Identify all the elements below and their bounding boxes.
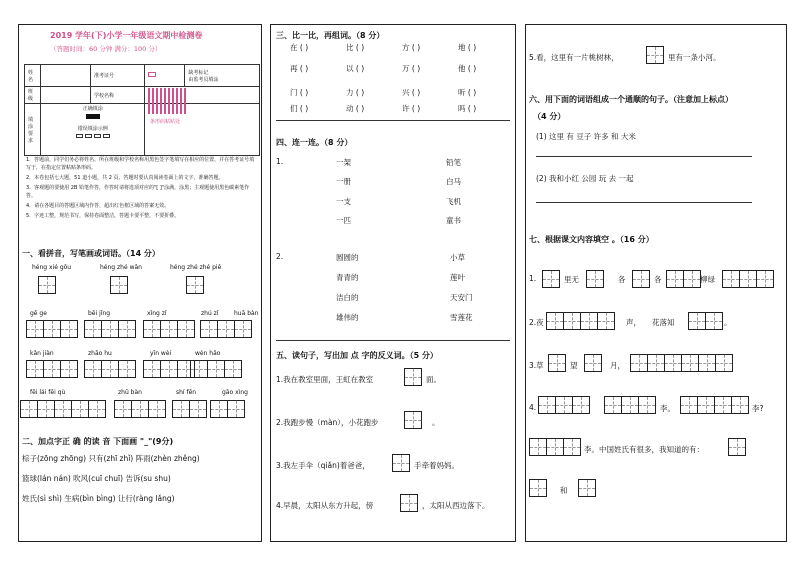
q7-text: 李。 bbox=[660, 404, 675, 413]
answer-box[interactable] bbox=[578, 479, 596, 497]
absent-tag-label: 缺考标记 bbox=[188, 69, 209, 76]
pinyin: fēi lái fēi qù bbox=[30, 389, 66, 396]
divider bbox=[276, 120, 510, 121]
match-left[interactable]: 青青的 bbox=[336, 273, 359, 282]
q7-text: 和 bbox=[560, 486, 568, 495]
correct-fill-sample bbox=[86, 114, 100, 119]
q4-part-no: 2. bbox=[276, 252, 284, 261]
compare-item: 以 ( ) bbox=[346, 64, 365, 73]
q5-sentence: 4.早晨，太阳从东方升起，傍 bbox=[276, 501, 374, 510]
q7-text: 望 bbox=[570, 361, 578, 370]
answer-box[interactable] bbox=[529, 438, 547, 456]
answer-box[interactable] bbox=[697, 396, 715, 414]
writing-box[interactable] bbox=[38, 276, 56, 294]
q7-text: 声， bbox=[626, 318, 641, 327]
answer-box[interactable] bbox=[698, 354, 716, 372]
correct-fill-label: 正确填涂 bbox=[82, 106, 103, 112]
writing-box[interactable] bbox=[224, 360, 242, 378]
answer-box[interactable] bbox=[630, 354, 648, 372]
answer-box[interactable] bbox=[621, 396, 639, 414]
compare-item: 比 ( ) bbox=[346, 43, 365, 52]
match-left[interactable]: 一匹 bbox=[336, 216, 351, 225]
compare-item: 许 ( ) bbox=[402, 104, 421, 113]
pinyin: héng xié gōu bbox=[32, 264, 72, 271]
q1-heading: 一、看拼音，写笔画或词语。（14 分） bbox=[22, 249, 160, 258]
writing-box[interactable] bbox=[177, 320, 195, 338]
q5-sentence: ，太阳从西边落下。 bbox=[422, 501, 490, 510]
writing-box[interactable] bbox=[217, 320, 235, 338]
notes-list bbox=[26, 156, 258, 220]
q7-text: 各 bbox=[618, 275, 626, 284]
writing-box[interactable] bbox=[189, 400, 207, 418]
pinyin: bēi jǐng bbox=[88, 310, 111, 317]
answer-box[interactable] bbox=[404, 411, 422, 429]
q2-heading: 二、加点字正 确 的读 音 下面画 "_"(9分) bbox=[22, 437, 174, 446]
writing-box[interactable] bbox=[37, 400, 55, 418]
answer-box[interactable] bbox=[542, 270, 560, 288]
answer-line[interactable] bbox=[536, 156, 752, 157]
writing-box[interactable] bbox=[26, 360, 44, 378]
writing-box[interactable] bbox=[118, 360, 136, 378]
pinyin: héng zhé wān bbox=[100, 264, 142, 271]
pinyin: shí fēn bbox=[176, 389, 197, 396]
q5-sentence: 5.看，这里有一片桃树林， bbox=[529, 53, 619, 62]
answer-box[interactable] bbox=[584, 354, 602, 372]
q3-heading: 三、比一比，再组词。（8 分） bbox=[276, 31, 385, 40]
q7-text: 月， bbox=[610, 361, 625, 370]
compare-item: 地 ( ) bbox=[458, 43, 477, 52]
match-left[interactable]: 圆圆的 bbox=[336, 253, 359, 262]
writing-box[interactable] bbox=[118, 320, 136, 338]
q5-sentence: 。 bbox=[432, 418, 440, 427]
answer-box[interactable] bbox=[664, 354, 682, 372]
compare-item: 动 ( ) bbox=[346, 104, 365, 113]
answer-box[interactable] bbox=[680, 396, 698, 414]
answer-box[interactable] bbox=[563, 438, 581, 456]
writing-box[interactable] bbox=[143, 320, 161, 338]
q7-text: 各 bbox=[654, 275, 662, 284]
match-right[interactable]: 天安门 bbox=[450, 293, 473, 302]
compare-item: 听 ( ) bbox=[458, 88, 477, 97]
pinyin: huā bàn bbox=[234, 310, 259, 317]
barcode-area bbox=[148, 88, 192, 114]
answer-box[interactable] bbox=[705, 312, 723, 330]
answer-box[interactable] bbox=[646, 46, 664, 64]
writing-box[interactable] bbox=[101, 360, 119, 378]
q7-text: 花落知 bbox=[652, 318, 675, 327]
compare-item: 力 ( ) bbox=[346, 88, 365, 97]
pinyin: zhāo hu bbox=[88, 350, 112, 357]
writing-box[interactable] bbox=[43, 320, 61, 338]
answer-box[interactable] bbox=[715, 354, 733, 372]
answer-box[interactable] bbox=[688, 312, 706, 330]
pinyin: wèn hǎo bbox=[195, 350, 221, 357]
answer-box[interactable] bbox=[563, 312, 581, 330]
note-item: 4．请在各题目的答题区域内作答，超出红色框区域的答案无效。 bbox=[26, 203, 170, 209]
name-label: 姓名 bbox=[25, 65, 41, 87]
answer-box[interactable] bbox=[548, 354, 566, 372]
match-right[interactable]: 雪莲花 bbox=[450, 313, 473, 322]
answer-box[interactable] bbox=[632, 270, 650, 288]
answer-box[interactable] bbox=[538, 396, 556, 414]
answer-box[interactable] bbox=[722, 270, 740, 288]
q7-text: 柳绿 bbox=[700, 275, 715, 284]
barcode-label: 条形码粘贴处 bbox=[150, 119, 181, 125]
writing-box[interactable] bbox=[186, 276, 204, 294]
exam-title: 2019 学年(下)小学一年级语文期中检测卷 bbox=[50, 31, 203, 40]
writing-box[interactable] bbox=[26, 320, 44, 338]
answer-box[interactable] bbox=[647, 354, 665, 372]
q5-sentence: 手牵着妈妈。 bbox=[414, 461, 459, 470]
compare-item: 们 ( ) bbox=[290, 104, 309, 113]
compare-item: 吗 ( ) bbox=[458, 104, 477, 113]
q5-sentence: 2.我跑步慢（màn），小花跑步 bbox=[276, 418, 379, 427]
answer-box[interactable] bbox=[597, 312, 615, 330]
answer-box[interactable] bbox=[666, 270, 684, 288]
writing-box[interactable] bbox=[20, 400, 38, 418]
school-label: 学校名称 bbox=[91, 87, 145, 104]
answer-box[interactable] bbox=[555, 396, 573, 414]
answer-box[interactable] bbox=[714, 396, 732, 414]
writing-box[interactable] bbox=[54, 400, 72, 418]
q7-text: 李? bbox=[752, 404, 764, 413]
answer-line[interactable] bbox=[536, 202, 752, 203]
writing-box[interactable] bbox=[43, 360, 61, 378]
writing-box[interactable] bbox=[160, 320, 178, 338]
q2-line: 棕子(zōng zhōng) 只有(zhī zhǐ) 阵雨(zhèn zhěng) bbox=[22, 454, 200, 463]
q7-heading: 七、根据课文内容填空 。（16 分） bbox=[529, 235, 654, 244]
q7-text: 1. bbox=[529, 274, 537, 283]
fill-rule-label: 填 涂 要 求 bbox=[25, 104, 41, 156]
answer-box[interactable] bbox=[681, 354, 699, 372]
answer-box[interactable] bbox=[572, 396, 590, 414]
q5-sentence: 3.我左手伞（qiǎn)着爸爸， bbox=[276, 461, 370, 470]
compare-item: 门 ( ) bbox=[290, 88, 309, 97]
answer-box[interactable] bbox=[683, 270, 701, 288]
writing-box[interactable] bbox=[110, 276, 128, 294]
writing-box[interactable] bbox=[60, 320, 78, 338]
divider bbox=[276, 340, 510, 341]
q7-text: 4. bbox=[529, 403, 537, 412]
answer-box[interactable] bbox=[392, 454, 410, 472]
match-right[interactable]: 童书 bbox=[446, 216, 461, 225]
answer-box[interactable] bbox=[728, 438, 746, 456]
q5-sentence: 里有一条小河。 bbox=[668, 53, 721, 62]
pinyin: gē ge bbox=[30, 310, 47, 317]
wrong-fill-samples bbox=[44, 134, 141, 138]
answer-box[interactable] bbox=[580, 312, 598, 330]
writing-box[interactable] bbox=[71, 400, 89, 418]
compare-item: 万 ( ) bbox=[402, 64, 421, 73]
q2-line: 篮球(lán nán) 吹风(cuī chuī) 告诉(su shu) bbox=[22, 474, 171, 483]
match-right[interactable]: 莲叶 bbox=[450, 273, 465, 282]
match-right[interactable]: 飞机 bbox=[446, 197, 461, 206]
answer-box[interactable] bbox=[739, 270, 757, 288]
writing-box[interactable] bbox=[148, 400, 166, 418]
q5-sentence: 面。 bbox=[426, 375, 441, 384]
wrong-fill-label: 错误填涂示例 bbox=[77, 126, 108, 132]
info-table bbox=[24, 64, 260, 156]
compare-item: 在 ( ) bbox=[290, 43, 309, 52]
pinyin: zhū bàn bbox=[118, 389, 142, 396]
q7-text: 2.夜 bbox=[529, 318, 544, 327]
answer-box[interactable] bbox=[546, 438, 564, 456]
q4-heading: 四、连一连。（8 分） bbox=[276, 138, 353, 147]
writing-box[interactable] bbox=[143, 360, 161, 378]
writing-box[interactable] bbox=[190, 360, 208, 378]
q7-text: 里无 bbox=[564, 275, 579, 284]
writing-box[interactable] bbox=[88, 400, 106, 418]
match-right[interactable]: 白马 bbox=[446, 177, 461, 186]
pinyin: yīn wèi bbox=[150, 350, 172, 357]
compare-item: 他 ( ) bbox=[458, 64, 477, 73]
match-left[interactable]: 一支 bbox=[336, 197, 351, 206]
answer-box[interactable] bbox=[546, 312, 564, 330]
q6-words: (1) 这里 有 豆子 许多 和 大米 bbox=[536, 132, 636, 141]
exam-no-label: 准考证号 bbox=[91, 65, 145, 87]
pinyin: kǎn jiàn bbox=[30, 350, 54, 357]
q2-line: 姓氏(sì shì) 生病(bìn bìng) 让行(ràng lǎng) bbox=[22, 494, 175, 503]
writing-box[interactable] bbox=[207, 360, 225, 378]
compare-item: 再 ( ) bbox=[290, 64, 309, 73]
match-left[interactable]: 雄伟的 bbox=[336, 313, 359, 322]
writing-box[interactable] bbox=[84, 320, 102, 338]
answer-box[interactable] bbox=[756, 270, 774, 288]
q4-part-no: 1. bbox=[276, 157, 284, 166]
writing-box[interactable] bbox=[172, 400, 190, 418]
pinyin: xǐng zǐ bbox=[147, 310, 167, 317]
compare-item: 兴 ( ) bbox=[402, 88, 421, 97]
absent-box[interactable] bbox=[148, 72, 156, 77]
answer-box[interactable] bbox=[586, 270, 604, 288]
pinyin: gāo xìng bbox=[222, 389, 248, 396]
match-right[interactable]: 铅笔 bbox=[446, 158, 461, 167]
match-left[interactable]: 一架 bbox=[336, 158, 351, 167]
answer-box[interactable] bbox=[404, 368, 422, 386]
q7-text: 。 bbox=[724, 318, 732, 327]
answer-box[interactable] bbox=[529, 479, 547, 497]
match-left[interactable]: 一册 bbox=[336, 177, 351, 186]
match-left[interactable]: 洁白的 bbox=[336, 293, 359, 302]
answer-box[interactable] bbox=[638, 396, 656, 414]
writing-box[interactable] bbox=[160, 360, 178, 378]
q6-words: (2) 我和小红 公园 玩 去 一起 bbox=[536, 174, 634, 183]
writing-box[interactable] bbox=[234, 320, 252, 338]
compare-item: 方 ( ) bbox=[402, 43, 421, 52]
writing-box[interactable] bbox=[60, 360, 78, 378]
pinyin: héng zhé zhé piě bbox=[170, 264, 222, 271]
q7-text: 3.草 bbox=[529, 361, 544, 370]
writing-box[interactable] bbox=[210, 400, 228, 418]
note-item: 1．答题前，同学们务必将姓名、所在班级和学校名称用黑色签字笔填写在相应的位置，并在答考证号填写于，在指定位置粘贴条形码。 bbox=[26, 157, 255, 171]
pinyin: zhú zǐ bbox=[201, 310, 219, 317]
absent-tag-note: 由监考员填涂 bbox=[188, 76, 219, 83]
writing-box[interactable] bbox=[200, 320, 218, 338]
q7-text: 李。中国姓氏有很多，我知道的有： bbox=[584, 445, 704, 454]
answer-box[interactable] bbox=[604, 396, 622, 414]
writing-box[interactable] bbox=[84, 360, 102, 378]
match-right[interactable]: 小草 bbox=[450, 253, 465, 262]
class-label: 班级 bbox=[25, 87, 41, 104]
q5-sentence: 1.我在教室里面，王虹在教室 bbox=[276, 375, 374, 384]
writing-box[interactable] bbox=[131, 400, 149, 418]
writing-box[interactable] bbox=[227, 400, 245, 418]
q6-heading: 六、用下面的词语组成一个通顺的句子。（注意加上标点） bbox=[529, 95, 733, 104]
q5-heading: 五、读句子，写出加 点 字的反义词。（5 分） bbox=[276, 351, 438, 360]
writing-box[interactable] bbox=[101, 320, 119, 338]
q6-score: （4 分） bbox=[533, 112, 566, 121]
note-item: 3．客观题的要使用 2B 铅笔作答，作答时请将选项对应的"[ ]"涂满，涂黑；主观题使用黑色碳素笔作答。 bbox=[26, 185, 250, 199]
answer-box[interactable] bbox=[400, 494, 418, 512]
answer-box[interactable] bbox=[731, 396, 749, 414]
writing-box[interactable] bbox=[114, 400, 132, 418]
exam-subtitle: （答题时间：60 分钟 满分：100 分） bbox=[50, 45, 162, 53]
note-item: 2．本卷包括七大题，51 道小题，共 2 页，答题时要认真阅读卷面上的文字，准确答题。 bbox=[26, 175, 224, 181]
note-item: 5．字迹工整，规范书写，保持卷面整洁，答题卡要平整，不要折叠。 bbox=[26, 213, 180, 219]
